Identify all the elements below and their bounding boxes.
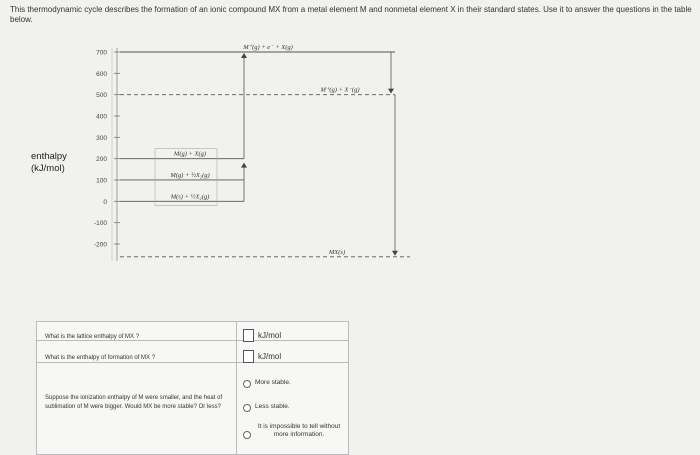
question-lattice-enthalpy: What is the lattice enthalpy of MX ? xyxy=(45,334,140,340)
energy-levels xyxy=(120,44,410,257)
y-axis-label xyxy=(31,151,67,175)
cycle-arrows xyxy=(241,52,398,256)
y-tick-label: -100 xyxy=(93,220,107,228)
lattice-enthalpy-answer xyxy=(243,329,281,342)
table-divider xyxy=(236,322,237,454)
option-less-stable[interactable] xyxy=(243,403,290,412)
y-tick-label: 100 xyxy=(96,177,107,185)
lattice-enthalpy-input[interactable] xyxy=(243,329,254,342)
energy-level-label: MX(s) xyxy=(328,248,346,256)
question-stability: Suppose the ionization enthalpy of M were smaller, and the heat of sublimation of M were bigger. Would MX be more stable? Or less? xyxy=(45,395,223,410)
y-tick-label: 600 xyxy=(96,70,107,78)
question-table xyxy=(36,321,349,455)
y-axis-label-line1: enthalpy xyxy=(31,151,67,162)
option-more-stable-label: More stable. xyxy=(255,379,291,386)
y-tick-label: 400 xyxy=(96,113,107,121)
y-tick-label: 700 xyxy=(96,49,107,57)
option-impossible-label: It is impossible to tell without more information. xyxy=(257,423,341,438)
energy-level-label: M(g) + X(g) xyxy=(173,150,207,158)
radio-more-stable[interactable] xyxy=(243,380,251,388)
energy-level-label: M⁺(g) + e⁻ + X(g) xyxy=(243,44,293,51)
lattice-arrow-head xyxy=(392,251,398,256)
y-tick-label: 200 xyxy=(96,156,107,164)
radio-less-stable[interactable] xyxy=(243,404,251,412)
electron-affinity-arrow-head xyxy=(388,89,394,94)
option-impossible[interactable] xyxy=(243,423,343,439)
unit-label: kJ/mol xyxy=(258,352,282,361)
y-axis-label-line2: (kJ/mol) xyxy=(31,163,65,174)
atomization-arrow-head xyxy=(241,163,247,168)
y-tick-label: 300 xyxy=(96,134,107,142)
enthalpy-formation-input[interactable] xyxy=(243,350,254,363)
option-less-stable-label: Less stable. xyxy=(255,403,290,410)
option-more-stable[interactable] xyxy=(243,379,291,388)
y-tick-label: -200 xyxy=(93,241,107,249)
unit-label: kJ/mol xyxy=(258,331,282,340)
energy-level-label: M(s) + ½X₂(g) xyxy=(170,193,210,201)
ionization-arrow-head xyxy=(241,53,247,58)
question-enthalpy-formation: What is the enthalpy of formation of MX ? xyxy=(45,355,156,361)
y-tick-label: 500 xyxy=(96,92,107,100)
y-tick-label: 0 xyxy=(103,198,107,206)
radio-impossible[interactable] xyxy=(243,431,251,439)
energy-level-label: M⁺(g) + X⁻(g) xyxy=(320,86,360,94)
enthalpy-formation-answer xyxy=(243,350,281,363)
enthalpy-axis xyxy=(94,48,120,261)
energy-level-label: M(g) + ½X₂(g) xyxy=(170,171,210,179)
instructions-text: This thermodynamic cycle describes the formation of an ionic compound MX from a metal element M and nonmetal element X in their standard states. Use it to answer the questions in the table below. xyxy=(10,5,692,24)
